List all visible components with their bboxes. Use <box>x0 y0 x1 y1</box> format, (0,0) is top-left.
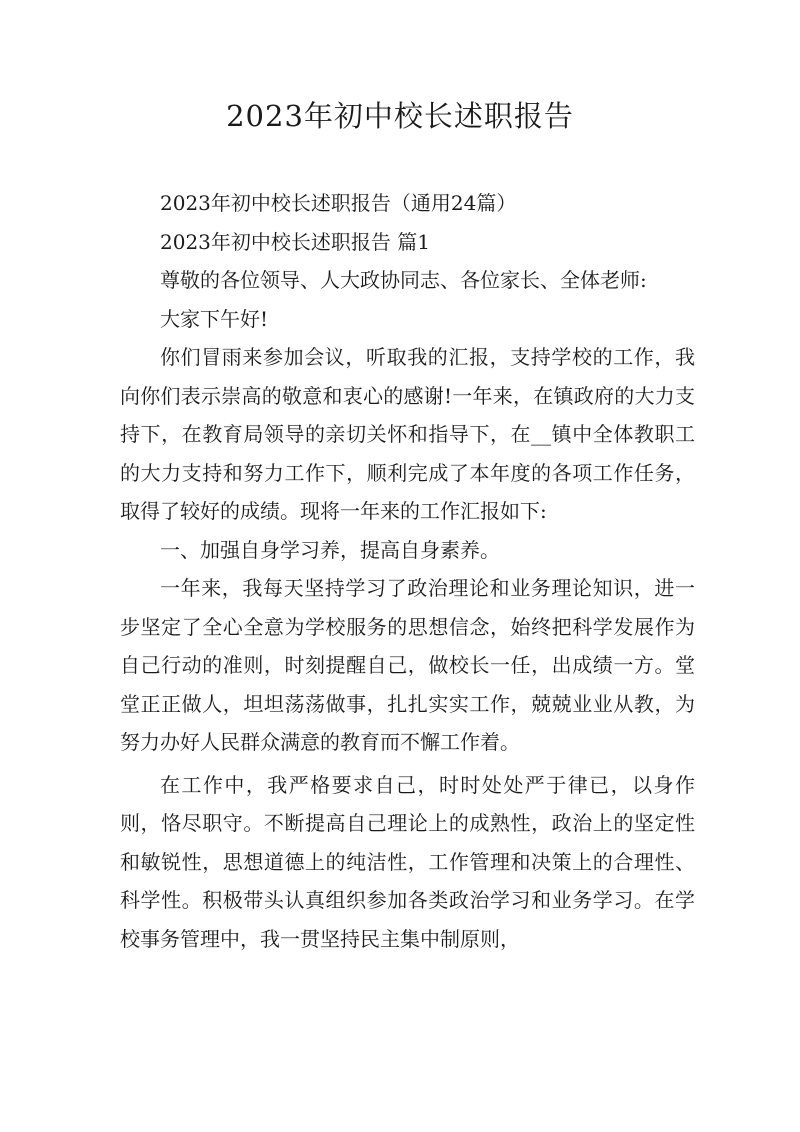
paragraph-study: 一年来，我每天坚持学习了政治理论和业务理论知识，进一步坚定了全心全意为学校服务的思想信念，始终把科学发展作为自己行动的准则，时刻提醒自己，做校长一任，出成绩一方。堂堂正正做人，坦坦荡荡做事，扎扎实实工作，兢兢业业从教，为努力办好人民群众满意的教育而不懈工作着。 <box>120 576 695 754</box>
paragraph-work: 在工作中，我严格要求自己，时时处处严于律已，以身作则，恪尽职守。不断提高自己理论上的成熟性，政治上的坚定性和敏锐性，思想道德上的纯洁性，工作管理和决策上的合理性、科学性。积极带头认真组织参加各类政治学习和业务学习。在学校事务管理中，我一贯坚持民主集中制原则， <box>120 772 695 951</box>
paragraph-greeting: 大家下午好! <box>160 306 269 331</box>
paragraph-intro: 你们冒雨来参加会议，听取我的汇报，支持学校的工作，我向你们表示崇高的敬意和衷心的感谢!一年来，在镇政府的大力支持下，在教育局领导的亲切关怀和指导下，在__镇中全体教职工的大力支持和努力工作下，顺利完成了本年度的各项工作任务，取得了较好的成绩。现将一年来的工作汇报如下: <box>120 345 695 523</box>
paragraph-section-heading: 2023年初中校长述职报告 篇1 <box>160 229 430 254</box>
paragraph-subtitle: 2023年初中校长述职报告（通用24篇） <box>160 191 517 215</box>
document-title: 2023年初中校长述职报告 <box>226 99 574 133</box>
document-body <box>120 184 695 958</box>
paragraph-heading-one: 一、加强自身学习养，提高自身素养。 <box>160 537 500 562</box>
paragraph-salutation: 尊敬的各位领导、人大政协同志、各位家长、全体老师: <box>160 268 647 292</box>
